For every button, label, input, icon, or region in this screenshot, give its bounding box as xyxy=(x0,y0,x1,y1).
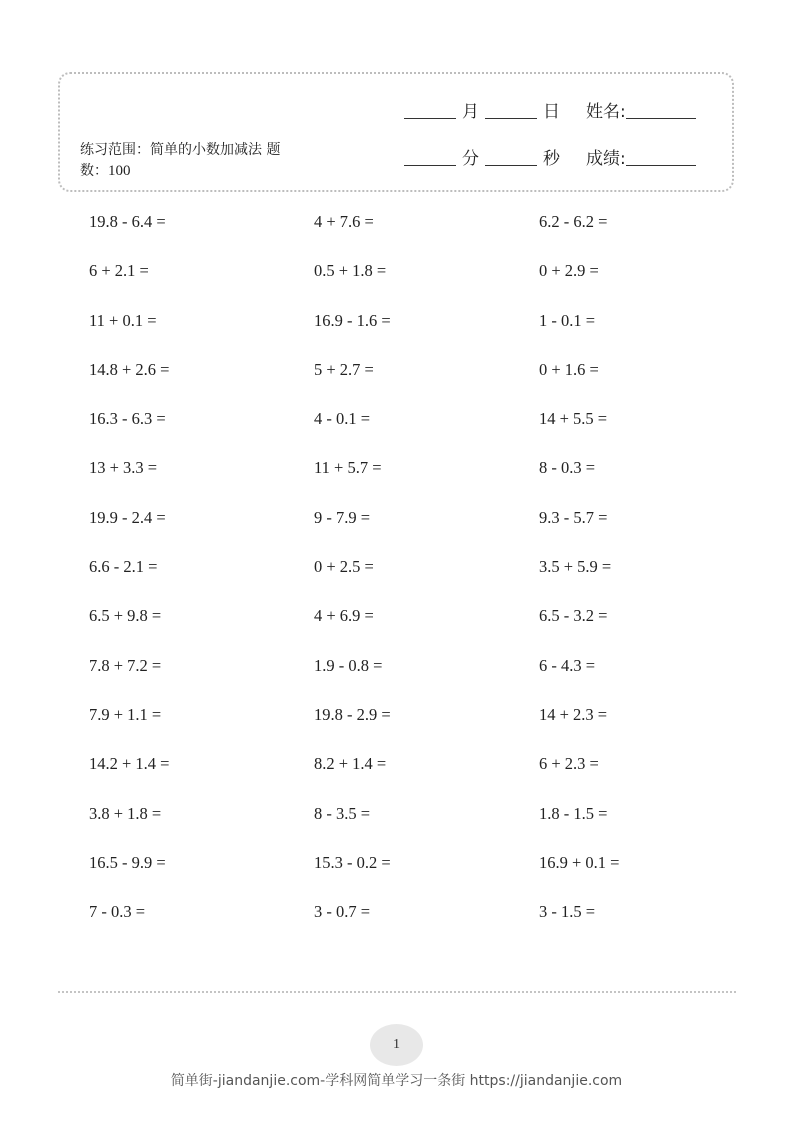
question-item: 6.5 - 3.2 = xyxy=(539,606,608,626)
question-item: 6 + 2.1 = xyxy=(89,261,149,281)
question-item: 16.9 - 1.6 = xyxy=(314,310,391,330)
score-blank[interactable] xyxy=(626,164,696,166)
question-item: 3.8 + 1.8 = xyxy=(89,803,162,823)
question-item: 4 - 0.1 = xyxy=(314,409,371,429)
question-item: 8 - 3.5 = xyxy=(314,803,371,823)
question-item: 5 + 2.7 = xyxy=(314,359,374,379)
question-item: 8.2 + 1.4 = xyxy=(314,754,387,774)
question-item: 14 + 2.3 = xyxy=(539,704,608,724)
question-item: 7.8 + 7.2 = xyxy=(89,655,162,675)
month-blank[interactable] xyxy=(404,117,456,119)
question-item: 3 - 1.5 = xyxy=(539,902,596,922)
question-item: 9 - 7.9 = xyxy=(314,507,371,527)
question-item: 19.8 - 2.9 = xyxy=(314,704,391,724)
question-item: 4 + 7.6 = xyxy=(314,212,374,231)
second-label: 秒 xyxy=(543,149,560,169)
question-item: 16.9 + 0.1 = xyxy=(539,852,620,872)
practice-scope-text: 练习范围：简单的小数加减法 题数： xyxy=(80,142,281,179)
month-label: 月 xyxy=(462,102,479,122)
question-item: 11 + 5.7 = xyxy=(314,458,382,478)
score-label: 成绩: xyxy=(586,149,626,169)
question-item: 16.3 - 6.3 = xyxy=(89,409,166,429)
question-grid xyxy=(89,210,709,949)
question-item: 6 + 2.3 = xyxy=(539,754,599,774)
day-blank[interactable] xyxy=(485,117,537,119)
page-number: 1 xyxy=(393,1037,400,1052)
question-item: 0 + 2.9 = xyxy=(539,261,599,281)
name-label: 姓名: xyxy=(586,102,626,122)
question-item: 6.2 - 6.2 = xyxy=(539,212,608,231)
question-item: 9.3 - 5.7 = xyxy=(539,507,608,527)
question-item: 7 - 0.3 = xyxy=(89,902,146,922)
name-blank[interactable] xyxy=(626,117,696,119)
time-score-row xyxy=(404,147,696,169)
page-number-badge xyxy=(370,1024,423,1066)
question-item: 1.8 - 1.5 = xyxy=(539,803,608,823)
question-item: 16.5 - 9.9 = xyxy=(89,852,166,872)
header-box xyxy=(58,72,734,192)
minute-label: 分 xyxy=(462,149,479,169)
footer-text: 简单街-jiandanjie.com-学科网简单学习一条街 https://jiandanjie.com xyxy=(170,1073,623,1089)
footer-divider xyxy=(58,991,736,993)
question-item: 4 + 6.9 = xyxy=(314,606,374,626)
question-item: 13 + 3.3 = xyxy=(89,458,158,478)
question-item: 0.5 + 1.8 = xyxy=(314,261,387,281)
question-item: 0 + 1.6 = xyxy=(539,359,599,379)
date-name-row xyxy=(404,100,696,122)
second-blank[interactable] xyxy=(485,164,537,166)
question-item: 19.8 - 6.4 = xyxy=(89,212,166,231)
question-item: 6.5 + 9.8 = xyxy=(89,606,162,626)
day-label: 日 xyxy=(543,102,560,122)
practice-scope xyxy=(80,140,290,182)
question-item: 15.3 - 0.2 = xyxy=(314,852,391,872)
minute-blank[interactable] xyxy=(404,164,456,166)
question-item: 14 + 5.5 = xyxy=(539,409,608,429)
question-item: 1.9 - 0.8 = xyxy=(314,655,383,675)
question-item: 6.6 - 2.1 = xyxy=(89,557,158,577)
question-item: 6 - 4.3 = xyxy=(539,655,596,675)
question-item: 11 + 0.1 = xyxy=(89,310,157,330)
question-item: 3.5 + 5.9 = xyxy=(539,557,612,577)
question-item: 8 - 0.3 = xyxy=(539,458,596,478)
question-item: 0 + 2.5 = xyxy=(314,557,374,577)
question-item: 14.8 + 2.6 = xyxy=(89,359,170,379)
question-item: 7.9 + 1.1 = xyxy=(89,704,162,724)
question-item: 19.9 - 2.4 = xyxy=(89,507,166,527)
question-count: 100 xyxy=(108,163,131,179)
question-item: 3 - 0.7 = xyxy=(314,902,371,922)
question-item: 14.2 + 1.4 = xyxy=(89,754,170,774)
question-item: 1 - 0.1 = xyxy=(539,310,596,330)
